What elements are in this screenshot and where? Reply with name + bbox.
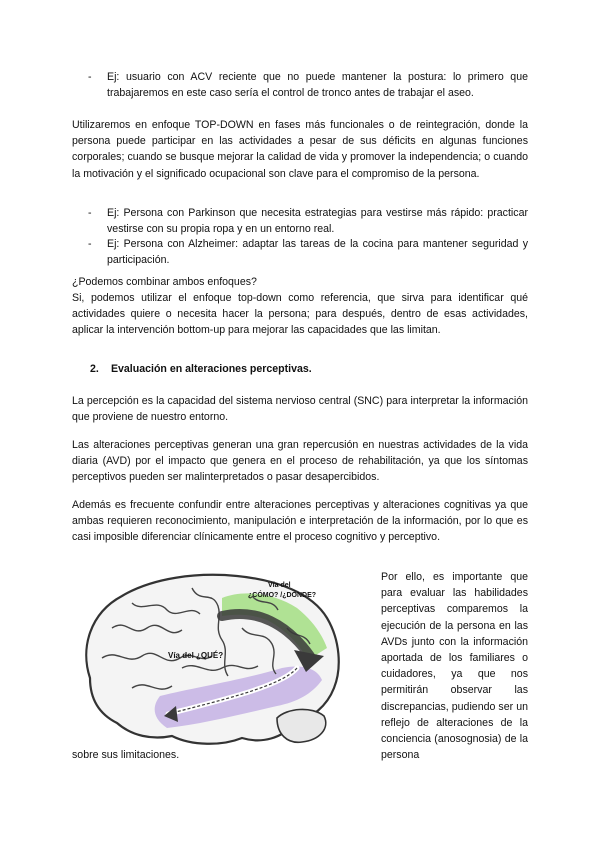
section-heading	[90, 361, 510, 377]
label-where-1: Vía del	[268, 582, 291, 589]
bullet-dash: -	[88, 238, 92, 250]
answer-paragraph: Si, podemos utilizar el enfoque top-down como referencia, que sirva para identificar qué actividades quiere o necesita hacer la persona; para después, dentro de esas actividades, aplicar la intervención bottom-up para mejorar las capacidades que las limitan.	[72, 292, 528, 337]
paragraph-alteraciones: Las alteraciones perceptivas generan una gran repercusión en nuestras actividades de la vida diaria (AVD) por el impacto que genera en el proceso de rehabilitación, ya que los síntomas perceptivos pueden ser malinterpretados o pasar desapercibidos.	[72, 439, 528, 484]
label-what: Vía del ¿QUÉ?	[168, 651, 224, 660]
label-where-2: ¿CÓMO? /¿DÓNDE?	[248, 592, 317, 599]
question-line: ¿Podemos combinar ambos enfoques?	[72, 276, 257, 288]
final-line: sobre sus limitaciones.	[72, 749, 180, 761]
side-paragraph: Por ello, es importante que para evaluar las habilidades perceptivas comparemos la ejecución de la persona en las AVDs junto con la información aportada de los familiares o cuidadores, ya que nos permitirán observar las discrepancias, pudiendo ser un reflejo de alteraciones de la conciencia (anosognosia) de la persona	[381, 571, 528, 762]
bullet-text: Ej: usuario con ACV reciente que no puede mantener la postura: lo primero que trabajaremos en este caso sería el control de tronco antes de trabajar el aseo.	[107, 71, 528, 100]
bullet-dash: -	[88, 71, 92, 83]
bullet-text: Ej: Persona con Parkinson que necesita estrategias para vestirse más rápido: practicar vestirse con su propia ropa y en un entorno real.	[107, 207, 528, 236]
paragraph-top-down: Utilizaremos en enfoque TOP-DOWN en fases más funcionales o de reintegración, donde la persona puede participar en las actividades a pesar de sus déficits en algunas funciones corporales; cuando se busque mejorar la calidad de vida y promover la independencia; o cuando la motivación y el significado ocupacional son clave para el compromiso de la persona.	[72, 119, 528, 180]
section-number: 2.	[90, 363, 99, 375]
paragraph-confundir: Además es frecuente confundir entre alteraciones perceptivas y alteraciones cognitivas ya que ambas requieren reconocimiento, manipulación e interpretación de la información, por lo que es casi imposible diferenciar clínicamente entre el proceso cognitivo y perceptivo.	[72, 499, 528, 544]
brain-pathways-figure	[72, 568, 370, 754]
cerebellum	[277, 709, 326, 742]
bullet-text: Ej: Persona con Alzheimer: adaptar las tareas de la cocina para mantener seguridad y participación.	[107, 238, 528, 267]
section-title: Evaluación en alteraciones perceptivas.	[110, 363, 312, 375]
paragraph-percepcion: La percepción es la capacidad del sistema nervioso central (SNC) para interpretar la información que proviene de nuestro entorno.	[72, 395, 528, 424]
bullet-dash: -	[88, 207, 92, 219]
